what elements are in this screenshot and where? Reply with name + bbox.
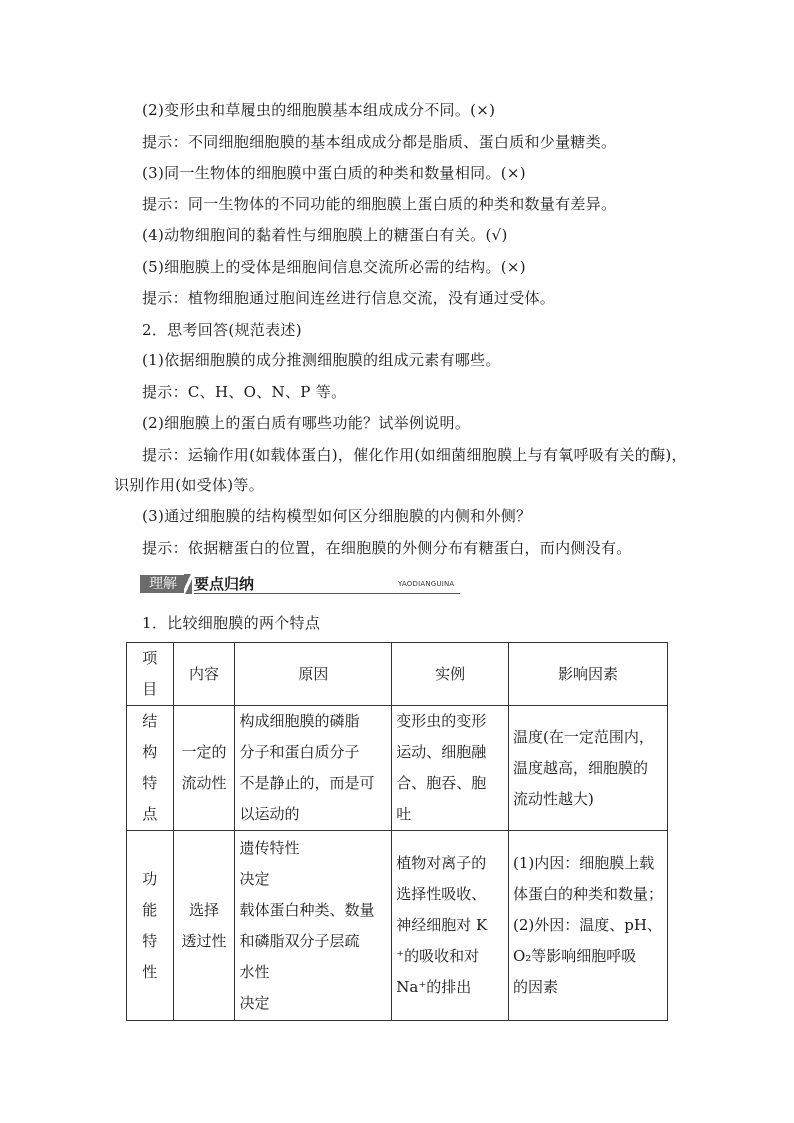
row-content-cell (173, 831, 235, 1021)
text-line-h2 (142, 132, 616, 152)
header-cell-content: 内容 (173, 643, 235, 706)
text-line-q2: (2)变形虫和草履虫的细胞膜基本组成成分不同。(×) (142, 101, 496, 119)
cell-line: 载体蛋白种类、数量 (239, 900, 375, 919)
row-factor-cell (508, 706, 667, 831)
cell-line: 特 (142, 774, 158, 792)
cell-line: O₂等影响细胞呼吸 (512, 947, 637, 965)
hint-text: 不同细胞细胞膜的基本组成成分都是脂质、蛋白质和少量糖类。 (187, 133, 617, 151)
cell-line: 决定 (239, 869, 270, 888)
key-points-banner (140, 574, 460, 594)
cell-line: 吐 (396, 805, 412, 823)
text-line-s2: 2．思考回答(规范表述) (142, 321, 302, 339)
row-factor-cell (508, 831, 667, 1021)
hint-text: 依据糖蛋白的位置，在细胞膜的外侧分布有糖蛋白，而内侧没有。 (187, 539, 632, 557)
cell-line: 一定的 (181, 743, 227, 761)
hint-text: 同一生物体的不同功能的细胞膜上蛋白质的种类和数量有差异。 (187, 195, 617, 213)
table-header-row (127, 643, 668, 706)
cell-line: ⁺的吸收和对 (396, 947, 480, 965)
cell-line: 流动性 (181, 774, 227, 792)
text-line-t3: (3)通过细胞膜的结构模型如何区分细胞膜的内侧和外侧？ (142, 507, 532, 525)
row-content-cell (173, 706, 235, 831)
cell-line: (2)外因：温度、pH、 (512, 916, 662, 934)
cell-line: 体蛋白的种类和数量； (512, 885, 663, 903)
cell-line: 遗传特性 (239, 838, 300, 857)
row-example-cell (392, 831, 509, 1021)
text-line-a2a (142, 445, 687, 465)
text-line-a1 (142, 382, 346, 402)
header-cell-example: 实例 (392, 643, 509, 706)
cell-line: 分子和蛋白质分子 (239, 743, 360, 761)
cell-line: 决定 (239, 993, 270, 1012)
header-cell-factor: 影响因素 (508, 643, 667, 706)
cell-line: 特 (142, 931, 158, 950)
row-item-cell (127, 706, 174, 831)
cell-line: 性 (142, 962, 158, 981)
cell-line: 功 (142, 869, 158, 888)
cell-line: 构 (142, 743, 158, 761)
text-line-q5: (5)细胞膜上的受体是细胞间信息交流所必需的结构。(×) (142, 258, 526, 276)
banner-tag: 理解 (140, 575, 186, 593)
section-heading-compare: 1．比较细胞膜的两个特点 (142, 614, 321, 632)
text-line-q4: (4)动物细胞间的黏着性与细胞膜上的糖蛋白有关。(√) (142, 226, 508, 244)
cell-line: 变形虫的变形 (396, 712, 487, 730)
hint-label: 提示： (142, 383, 188, 401)
text-line-a2b: 识别作用(如受体)等。 (114, 476, 265, 494)
cell-line: 选择 (189, 900, 220, 919)
cell-line: 结 (142, 712, 158, 730)
text-line-t1: (1)依据细胞膜的成分推测细胞膜的组成元素有哪些。 (142, 351, 501, 369)
text-line-a3 (142, 538, 632, 558)
cell-line: (1)内因：细胞膜上载 (512, 854, 655, 872)
row-reason-cell (235, 706, 392, 831)
banner-pinyin: YAODIANGUINA (398, 580, 455, 588)
header-cell-item: 项 目 (127, 643, 174, 706)
cell-line: 能 (142, 900, 158, 919)
cell-line: 和磷脂双分子层疏 (239, 931, 360, 950)
header-cell-reason: 原因 (235, 643, 392, 706)
cell-line: 以运动的 (239, 805, 300, 823)
hint-label: 提示： (142, 133, 188, 151)
hint-text: 运输作用(如载体蛋白)，催化作用(如细菌细胞膜上与有氧呼吸有关的酶)， (187, 446, 687, 464)
cell-line: Na⁺的排出 (396, 978, 472, 996)
cell-line: 流动性越大) (512, 789, 594, 808)
text-line-t2: (2)细胞膜上的蛋白质有哪些功能？试举例说明。 (142, 414, 471, 432)
cell-line: 的因素 (512, 978, 558, 996)
cell-line: 构成细胞膜的磷脂 (239, 712, 360, 730)
text-line-h5 (142, 288, 555, 308)
text-line-q3: (3)同一生物体的细胞膜中蛋白质的种类和数量相同。(×) (142, 164, 526, 182)
cell-line: 植物对离子的 (396, 854, 487, 872)
banner-slash-decoration (184, 574, 192, 594)
cell-line: 选择性吸收、 (396, 885, 487, 903)
row-reason-cell (235, 831, 392, 1021)
hint-label: 提示： (142, 539, 188, 557)
cell-line: 运动、细胞融 (396, 743, 487, 761)
table-row (127, 831, 668, 1021)
text-line-h3 (142, 194, 616, 214)
hint-label: 提示： (142, 446, 188, 464)
cell-line: 不是静止的，而是可 (239, 774, 375, 792)
cell-line: 合、胞吞、胞 (396, 774, 487, 792)
banner-title: 要点归纳 (194, 575, 255, 593)
hint-text: 植物细胞通过胞间连丝进行信息交流，没有通过受体。 (187, 289, 556, 307)
cell-line: 温度越高，细胞膜的 (512, 758, 648, 777)
row-item-cell (127, 831, 174, 1021)
hint-label: 提示： (142, 289, 188, 307)
hint-label: 提示： (142, 195, 188, 213)
banner-rule (194, 593, 460, 594)
cell-line: 点 (142, 805, 158, 823)
cell-line: 温度(在一定范围内， (512, 727, 654, 746)
cell-line: 水性 (239, 962, 270, 981)
row-example-cell (392, 706, 509, 831)
cell-line: 透过性 (181, 931, 227, 950)
hint-text: C、H、O、N、P 等。 (187, 383, 347, 401)
cell-line: 神经细胞对 K (396, 916, 488, 934)
table-row (127, 706, 668, 831)
comparison-table (126, 642, 668, 1021)
